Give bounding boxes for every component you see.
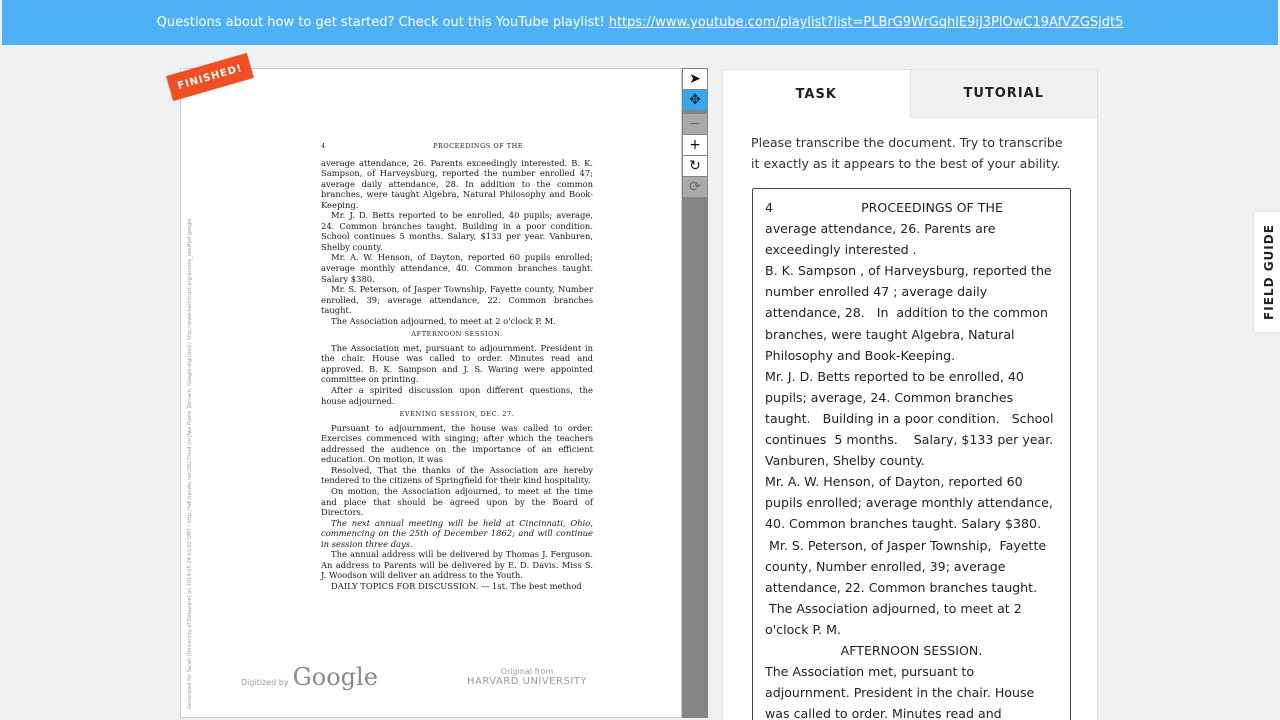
original-from-label: Original from	[500, 667, 554, 676]
task-instructions: Please transcribe the document. Try to transcribe it exactly as it appears to the best of your ability.	[751, 135, 1063, 171]
scanned-page	[321, 141, 593, 591]
task-panel	[722, 69, 1098, 720]
transcription-line: taught. Building in a poor condition. School	[765, 410, 1054, 426]
scan-paragraph: The next annual meeting will be held at Cincinnati, Ohio, commencing on the 25th of December 1862; and will continue in session three days.	[321, 517, 593, 549]
transcription-textarea[interactable]	[752, 188, 1071, 720]
transcription-line: attendance, 28. In addition to the common	[765, 305, 1048, 321]
scan-paragraph: DAILY TOPICS FOR DISCUSSION. — 1st. The best method	[331, 580, 582, 591]
transcription-line: county, Number enrolled, 39; average	[765, 558, 1006, 574]
transcription-line: adjournment. President in the chair. House	[765, 685, 1035, 701]
scan-paragraph: Pursuant to adjournment, the house was called to order. Exercises commenced with singing; after which the teachers addressed the audience on the importance of an efficient education. On motion, it was	[321, 422, 593, 465]
transcription-line: The Association adjourned, to meet at 2	[765, 600, 1022, 616]
zoom-out-icon[interactable]: −	[683, 114, 707, 134]
select-tool-icon[interactable]: ➤	[683, 69, 707, 89]
finished-ribbon: FINISHED!	[166, 53, 254, 101]
transcription-line: pupils enrolled; average monthly attendance,	[765, 495, 1053, 511]
banner-text: Questions about how to get started? Check out this YouTube playlist!	[156, 15, 605, 30]
transcription-line: attendance, 22. Common branches taught.	[765, 579, 1038, 595]
transcription-line: 4 PROCEEDINGS OF THE	[765, 200, 1003, 215]
transcription-line: AFTERNOON SESSION.	[840, 642, 983, 658]
scan-section-heading: EVENING SESSION, DEC. 27.	[399, 410, 515, 419]
scan-paragraph: Mr. A. W. Henson, of Dayton, reported 60 pupils enrolled; average monthly attendance, 40. Common branches taught. Salary $380.	[321, 252, 593, 284]
pan-tool-icon[interactable]: ✥	[683, 90, 707, 110]
panel-tabs	[723, 70, 1097, 118]
transcription-line: The Association met, pursuant to	[765, 664, 975, 680]
transcription-line: Mr. S. Peterson, of Jasper Township, Fayette	[765, 537, 1047, 553]
transcription-line: branches, were taught Algebra, Natural	[765, 326, 1015, 342]
transcription-line: Vanburen, Shelby county.	[765, 453, 925, 469]
document-viewer[interactable]	[180, 68, 682, 718]
digitized-by-google	[241, 663, 378, 691]
transcription-line: B. K. Sampson , of Harveysburg, reported the	[765, 263, 1052, 279]
reset-view-icon[interactable]: ⟳	[683, 177, 707, 197]
transcription-line: 40. Common branches taught. Salary $380.	[765, 516, 1042, 532]
scan-paragraph: The Association met, pursuant to adjournment. President in the chair. House was called to order. Minutes read and approved. B. K. Sampson and J. S. Waring were appointed committee on printing.	[321, 342, 593, 385]
rotate-icon[interactable]: ↻	[683, 156, 707, 176]
original-from-harvard	[467, 667, 587, 687]
scan-paragraph: average attendance, 26. Parents exceedingly interested. B. K. Sampson, of Harveysburg, reported the number enrolled 47; average daily attendance, 28. In addition to the common branches, were taught Algebra, Natural Philosophy and Book-Keeping.	[321, 157, 593, 210]
transcription-line: was called to order. Minutes read and	[765, 706, 1002, 720]
transcription-line: number enrolled 47 ; average daily	[765, 284, 988, 300]
transcription-line: average attendance, 26. Parents are	[765, 221, 996, 237]
zoom-in-icon[interactable]: +	[683, 135, 707, 155]
transcription-line: Mr. J. D. Betts reported to be enrolled, 40	[765, 368, 1024, 384]
announcement-banner	[2, 0, 1278, 45]
field-guide-label: FIELD GUIDE	[1262, 224, 1276, 320]
transcription-line: continues 5 months. Salary, $133 per year.	[765, 432, 1054, 448]
scan-page-header	[321, 141, 593, 152]
viewer-toolbar	[682, 68, 708, 718]
google-logo: Google	[292, 663, 378, 691]
field-guide-button[interactable]	[1254, 212, 1280, 332]
transcription-line: Philosophy and Book-Keeping.	[765, 347, 956, 363]
transcription-line: o'clock P. M.	[765, 621, 842, 637]
scan-section-heading: AFTERNOON SESSION.	[411, 330, 503, 339]
scan-paragraph: After a spirited discussion upon different questions, the house adjourned.	[321, 385, 593, 406]
scan-paragraph: Resolved, That the thanks of the Association are hereby tendered to the citizens of Springfield for their kind hospitality.	[321, 464, 593, 486]
transcription-line: Mr. A. W. Henson, of Dayton, reported 60	[765, 474, 1023, 490]
scan-paragraph: The annual address will be delivered by Thomas J. Ferguson. An address to Parents will be delivered by E. D. Davis. Miss S. J. Woodson will deliver an address to the Youth.	[321, 549, 593, 581]
scan-page-number: 4	[321, 142, 326, 150]
playlist-link[interactable]: https://www.youtube.com/playlist?list=PLBrG9WrGqhlE9iJ3PlOwC19AfVZGSjdt5	[608, 15, 1124, 30]
tab-tutorial[interactable]: TUTORIAL	[910, 70, 1098, 118]
scan-page-title: PROCEEDINGS OF THE	[433, 142, 523, 150]
harvard-label: HARVARD UNIVERSITY	[467, 676, 588, 687]
scan-paragraph: On motion, the Association adjourned, to meet at the time and place that should be agreed upon by the Board of Directors.	[321, 485, 593, 518]
transcription-line: pupils; average, 24. Common branches	[765, 389, 1014, 405]
digitization-note: Generated for Sarah (University of Delaware) on 2014-05-24 01:02 GMT / http://hdl.handle.net/2027/hvd.hxrjfwe Public Domain, Google-digitized / http://www.hathitrust.org/access_use#pd-google	[187, 218, 193, 709]
scan-paragraph: Mr. S. Peterson, of Jasper Township, Fayette county, Number enrolled, 39; average attendance, 22. Common branches taught.	[321, 284, 593, 316]
scan-paragraph: Mr. J. D. Betts reported to be enrolled, 40 pupils; average, 24. Common branches taught. Building in a poor condition. School continues 5 months. Salary, $133 per year. Vanburen, Shelby county.	[321, 210, 593, 252]
scan-paragraph: The Association adjourned, to meet at 2 o'clock P. M.	[331, 315, 556, 326]
transcription-line: exceedingly interested .	[765, 242, 917, 258]
tab-task[interactable]: TASK	[795, 86, 837, 102]
digitized-by-label: Digitized by	[241, 678, 289, 687]
